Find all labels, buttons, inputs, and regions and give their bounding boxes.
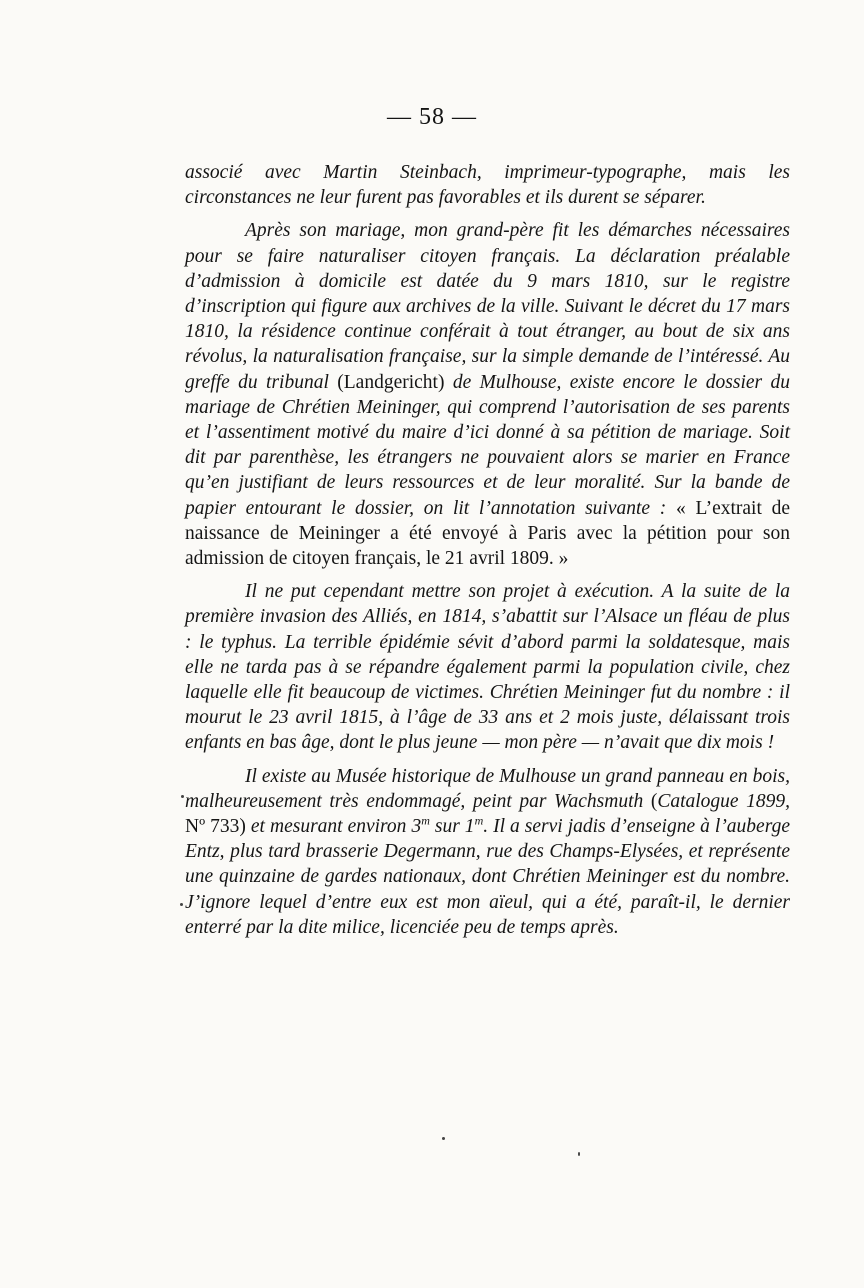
text-segment: (Landgericht) <box>337 371 445 393</box>
print-speck <box>180 903 183 906</box>
text-segment: Catalogue 1899, <box>657 790 790 812</box>
print-speck <box>578 1152 580 1156</box>
print-speck <box>181 795 184 798</box>
paragraph-1 <box>185 160 790 210</box>
text-segment: m <box>421 813 430 828</box>
text-segment: Il ne put cependant mettre son projet à exécution. A la suite de la première invasion des Alliés, en 1814, s’abattit sur l’Alsace un fléau de plus : le typhus. La terrible épidémie sévit d’abord parmi la soldatesque, mais elle ne tarda pas à se répandre également parmi la population civile, chez laquelle elle fit beaucoup de victimes. Chrétien Meininger fut du nombre : il mourut le 23 avril 1815, à l’âge de 33 ans et 2 mois juste, délaissant trois enfants en bas âge, dont le plus jeune — mon père — n’avait que dix mois ! <box>185 581 790 754</box>
text-segment: « L’extrait de naissance de Meininger a été envoyé à Paris avec la pétition pour son admission de citoyen français, le 21 avril 1809. » <box>185 497 790 570</box>
page-number: — 58 — <box>387 104 477 130</box>
text-segment: et mesurant environ 3 <box>245 816 422 838</box>
print-speck <box>442 1137 445 1140</box>
text-segment: de Mulhouse, existe encore le dossier du mariage de Chrétien Meininger, qui comprend l’autorisation de ses parents et l’assentiment motivé du maire d’ici donné à sa pétition de mariage. Soit dit par parenthèse, les étrangers ne pouvaient alors se marier en France qu’en justifiant de leurs ressources et de leur moralité. Sur la bande de papier entourant le dossier, on lit l’annotation suivante : <box>185 371 790 519</box>
text-segment: Nº 733) <box>185 816 246 838</box>
text-segment: associé avec Martin Steinbach, imprimeur-typographe, mais les circonstances ne leur furent pas favorables et ils durent se séparer. <box>185 162 790 209</box>
paragraph-3 <box>185 579 790 755</box>
text-segment: ( <box>650 790 658 812</box>
body-text <box>185 160 790 948</box>
text-segment: Après son mariage, mon grand-père fit les démarches nécessaires pour se faire naturaliser citoyen français. La déclaration préalable d’admission à domicile est datée du 9 mars 1810, sur le registre d’inscription qui figure aux archives de la ville. Suivant le décret du 17 mars 1810, la résidence continue conférait à tout étranger, au bout de six ans révolus, la naturalisation française, sur la simple demande de l’intéressé. Au greffe du tribunal <box>185 220 790 393</box>
text-segment: sur 1 <box>429 816 475 838</box>
text-segment: . Il a servi jadis d’enseigne à l’auberge Entz, plus tard brasserie Degermann, rue des Champs-Elysées, et représente une quinzaine de gardes nationaux, dont Chrétien Meininger est du nombre. J’ignore lequel d’entre eux est mon aïeul, qui a été, paraît-il, le dernier enterré par la dite milice, licenciée peu de temps après. <box>185 816 790 938</box>
text-segment: m <box>474 813 484 828</box>
text-segment: Il existe au Musée historique de Mulhouse un grand panneau en bois, malheureusement très endommagé, peint par Wachsmuth <box>185 765 790 812</box>
paragraph-2 <box>185 218 790 571</box>
paragraph-4 <box>185 764 790 940</box>
